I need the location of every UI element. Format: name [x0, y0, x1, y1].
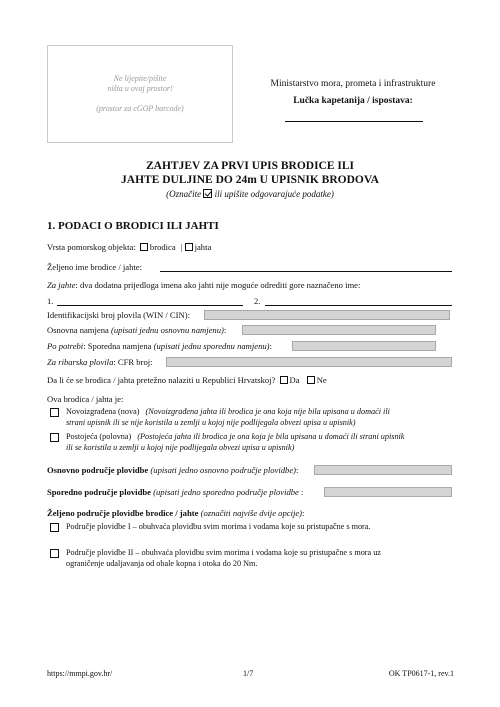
side-purpose-row: Po potrebi: Sporedna namjena (upisati jednu sporednu namjenu): — [47, 341, 272, 351]
vessel-is-label: Ova brodica / jahta je: — [47, 394, 124, 404]
yacht-names-prefix: Za jahte — [47, 280, 76, 290]
instruction-pre: (Označite — [166, 189, 202, 199]
barcode-placeholder-box — [47, 45, 233, 143]
yacht-names-text: : dva dodatna prijedloga imena ako jahti nije moguće odrediti gore naznačeno ime: — [75, 280, 361, 290]
new-vessel-desc1: (Novoizgrađena jahta ili brodica je ona koja nije bila upisana u domaći ili — [145, 407, 390, 416]
footer-url[interactable]: https://mmpi.gov.hr/ — [47, 669, 113, 678]
form-title-line1: ZAHTJEV ZA PRVI UPIS BRODICE ILI — [145, 160, 355, 172]
side-area-hint: (upisati jedno sporedno područje plovidbe — [153, 487, 299, 497]
location-question: Da li će se brodica / jahta pretežno nalaziti u Republici Hrvatskoj? — [47, 375, 276, 385]
ministry-name: Ministarstvo mora, prometa i infrastrukture — [270, 79, 436, 89]
name1-label: 1. — [47, 296, 54, 306]
yes-label: Da — [289, 375, 300, 385]
cfr-field[interactable] — [166, 357, 452, 367]
desired-name-label: Željeno ime brodice / jahte: — [47, 262, 142, 272]
area1-checkbox[interactable] — [50, 523, 59, 532]
object-type-label: Vrsta pomorskog objekta: — [47, 242, 136, 252]
stamp-text-line2: ništa u ovaj prostor! — [107, 84, 173, 93]
no-label: Ne — [316, 375, 327, 385]
win-field[interactable] — [204, 310, 450, 320]
form-title-line2: JAHTE DULJINE DO 24m U UPISNIK BRODOVA — [121, 174, 379, 186]
used-vessel-line1 — [66, 432, 404, 441]
main-area-hint: (upisati jedno osnovno područje plovidbe) — [150, 465, 296, 475]
yacht-names-row — [47, 280, 360, 290]
used-vessel-checkbox[interactable] — [50, 433, 59, 442]
side-area-row: Sporedno područje plovidbe (upisati jedno sporedno područje plovidbe : — [47, 487, 304, 497]
brodica-checkbox[interactable] — [140, 243, 148, 251]
name2-label: 2. — [254, 296, 261, 306]
name1-field[interactable] — [57, 305, 243, 306]
harbor-office-field[interactable] — [285, 121, 423, 122]
instruction-post: ili upišite odgovarajuće podatke) — [214, 189, 334, 199]
side-purpose-prefix: Po potrebi — [47, 341, 84, 351]
used-vessel-label: Postojeća (polovna) — [66, 432, 132, 441]
checkmark-icon — [203, 189, 212, 198]
side-area-label: Sporedno područje plovidbe — [47, 487, 151, 497]
name2-field[interactable] — [265, 305, 452, 306]
side-purpose-hint: (upisati jednu sporednu namjenu) — [153, 341, 270, 351]
footer-page-number: 1/7 — [243, 669, 254, 678]
jahta-checkbox[interactable] — [185, 243, 193, 251]
jahta-label: jahta — [194, 242, 212, 252]
new-vessel-line1 — [66, 407, 390, 416]
area1-text: Područje plovidbe I – obuhvaća plovidbu svim morima i vodama koje su pristupačne s mora. — [66, 522, 371, 531]
main-purpose-row: Osnovna namjena (upisati jednu osnovnu namjenu): — [47, 325, 227, 335]
brodica-label: brodica — [149, 242, 176, 252]
yes-checkbox[interactable] — [280, 376, 288, 384]
cfr-label: : CFR broj: — [113, 357, 153, 367]
area2-text-line1: Područje plovidbe II – obuhvaća plovidbu svim morima i vodama koje su pristupačne s mora uz — [66, 548, 381, 557]
main-purpose-label: Osnovna namjena — [47, 325, 109, 335]
area2-text-line2: ograničenje udaljavanja od obale kopna i otoka do 20 Nm. — [66, 559, 258, 568]
no-checkbox[interactable] — [307, 376, 315, 384]
main-area-row: Osnovno područje plovidbe (upisati jedno osnovno područje plovidbe): — [47, 465, 299, 475]
cfr-prefix: Za ribarska plovila — [47, 357, 114, 367]
side-area-field[interactable] — [324, 487, 452, 497]
location-row — [47, 375, 327, 385]
main-purpose-field[interactable] — [242, 325, 436, 335]
side-purpose-field[interactable] — [292, 341, 436, 351]
area2-checkbox[interactable] — [50, 549, 59, 558]
desired-name-field[interactable] — [160, 271, 452, 272]
desired-area-row: Željeno područje plovidbe brodice / jahte (označiti najviše dvije opcije): — [47, 508, 305, 518]
desired-area-hint: (označiti najviše dvije opcije) — [200, 508, 303, 518]
form-instruction — [0, 189, 500, 199]
main-area-label: Osnovno područje plovidbe — [47, 465, 149, 475]
new-vessel-label: Novoizgrađena (nova) — [66, 407, 140, 416]
desired-area-label: Željeno područje plovidbe brodice / jahte — [47, 508, 199, 518]
used-vessel-desc2: ili se koristila u zemlji u kojoj nije podlijegala obvezi upisa u upisnik) — [66, 443, 295, 452]
cfr-row — [47, 357, 153, 367]
section-heading: 1. PODACI O BRODICI ILI JAHTI — [47, 220, 219, 232]
side-purpose-label: : Sporedna namjena — [83, 341, 152, 351]
harbor-office-label: Lučka kapetanija / ispostava: — [293, 96, 413, 106]
footer-form-code: OK TP0617-1, rev.1 — [388, 669, 454, 678]
stamp-text-line1: Ne lijepite/pišite — [113, 74, 167, 83]
object-type-row: Vrsta pomorskog objekta: brodica | jahta — [47, 242, 212, 252]
win-label: Identifikacijski broj plovila (WIN / CIN): — [47, 310, 190, 320]
new-vessel-checkbox[interactable] — [50, 408, 59, 417]
stamp-text-line3: (prostor za cGOP barcode) — [96, 104, 184, 113]
main-area-field[interactable] — [314, 465, 452, 475]
new-vessel-desc2: strani upisnik ili se nije koristila u zemlji u kojoj nije podlijegala obvezi upisa u upisnik) — [66, 418, 356, 427]
main-purpose-hint: (upisati jednu osnovnu namjenu) — [110, 325, 224, 335]
used-vessel-desc1: (Postojeća jahta ili brodica je ona koja je bila upisana u domaći ili strani upisnik — [137, 432, 405, 441]
